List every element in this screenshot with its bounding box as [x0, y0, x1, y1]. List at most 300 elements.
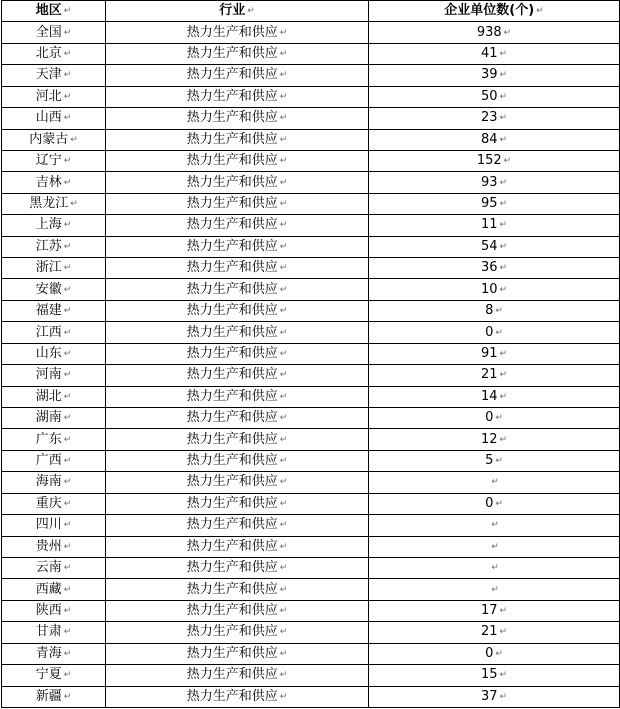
region-value: 黑龙江: [29, 196, 69, 211]
count-cell: [369, 193, 620, 214]
region-cell: [2, 557, 106, 578]
industry-cell: [106, 322, 369, 343]
industry-cell: [106, 343, 369, 364]
enterprise-count-table: [1, 0, 620, 708]
count-value: 84: [480, 131, 498, 147]
count-cell: [369, 22, 620, 43]
region-cell: [2, 343, 106, 364]
region-cell: [2, 22, 106, 43]
industry-cell: [106, 515, 369, 536]
industry-value: 热力生产和供应: [186, 388, 278, 404]
paragraph-mark-icon: ↵: [279, 348, 288, 359]
count-value: 50: [480, 88, 498, 104]
paragraph-mark-icon: ↵: [491, 477, 499, 488]
industry-value: 热力生产和供应: [186, 110, 278, 126]
paragraph-mark-icon: ↵: [279, 134, 288, 145]
paragraph-mark-icon: ↵: [499, 606, 508, 617]
count-cell: [369, 643, 620, 664]
region-value: 湖北: [35, 388, 62, 404]
industry-value: 热力生产和供应: [186, 603, 278, 619]
region-value: 内蒙古: [29, 131, 69, 147]
paragraph-mark-icon: ↵: [63, 370, 72, 381]
paragraph-mark-icon: ↵: [499, 434, 508, 445]
industry-value: 热力生产和供应: [186, 624, 278, 640]
count-cell: [369, 600, 620, 621]
paragraph-mark-icon: ↵: [499, 691, 508, 702]
region-value: 广东: [35, 431, 62, 447]
paragraph-mark-icon: ↵: [499, 263, 508, 274]
region-value: 四川: [35, 517, 62, 533]
paragraph-mark-icon: ↵: [63, 606, 72, 617]
count-value: 5: [485, 453, 494, 469]
paragraph-mark-icon: ↵: [279, 263, 288, 274]
industry-value: 热力生产和供应: [186, 153, 278, 169]
count-cell: [369, 579, 620, 600]
paragraph-mark-icon: ↵: [499, 199, 508, 209]
region-value: 安徽: [35, 281, 62, 297]
industry-cell: [106, 365, 369, 386]
paragraph-mark-icon: ↵: [499, 70, 508, 81]
paragraph-mark-icon: ↵: [279, 520, 288, 531]
industry-cell: [106, 150, 369, 171]
paragraph-mark-icon: ↵: [63, 498, 72, 509]
table-row: [2, 129, 620, 150]
table-row: [2, 258, 620, 279]
count-value: 95: [480, 196, 498, 211]
header-industry-label: 行业: [219, 3, 246, 19]
region-value: 上海: [35, 217, 62, 233]
paragraph-mark-icon: ↵: [279, 156, 288, 167]
table-row: [2, 622, 620, 643]
region-value: 浙江: [35, 260, 62, 276]
paragraph-mark-icon: ↵: [279, 284, 288, 295]
region-cell: [2, 643, 106, 664]
table-row: [2, 43, 620, 64]
industry-cell: [106, 236, 369, 257]
paragraph-mark-icon: ↵: [279, 327, 288, 338]
header-count: [369, 1, 620, 22]
industry-value: 热力生产和供应: [186, 324, 278, 340]
paragraph-mark-icon: ↵: [279, 563, 288, 574]
region-cell: [2, 258, 106, 279]
industry-cell: [106, 600, 369, 621]
region-value: 江苏: [35, 238, 62, 254]
industry-value: 热力生产和供应: [186, 431, 278, 447]
paragraph-mark-icon: ↵: [63, 284, 72, 295]
count-cell: [369, 43, 620, 64]
count-cell: [369, 386, 620, 407]
table-body: [2, 22, 620, 708]
industry-cell: [106, 43, 369, 64]
paragraph-mark-icon: ↵: [499, 177, 508, 188]
table-row: [2, 193, 620, 214]
header-region-label: 地区: [35, 3, 62, 19]
industry-value: 热力生产和供应: [186, 88, 278, 104]
table-row: [2, 472, 620, 493]
industry-value: 热力生产和供应: [186, 46, 278, 62]
paragraph-mark-icon: ↵: [63, 263, 72, 274]
industry-value: 热力生产和供应: [186, 174, 278, 190]
paragraph-mark-icon: ↵: [495, 413, 503, 424]
paragraph-mark-icon: ↵: [63, 648, 72, 659]
industry-value: 热力生产和供应: [186, 495, 278, 511]
table-row: [2, 86, 620, 107]
region-cell: [2, 236, 106, 257]
paragraph-mark-icon: ↵: [491, 563, 499, 574]
paragraph-mark-icon: ↵: [63, 670, 72, 681]
industry-value: 热力生产和供应: [186, 560, 278, 576]
industry-cell: [106, 408, 369, 429]
industry-cell: [106, 258, 369, 279]
count-cell: [369, 215, 620, 236]
region-cell: [2, 150, 106, 171]
paragraph-mark-icon: ↵: [279, 306, 288, 317]
industry-cell: [106, 300, 369, 321]
count-cell: [369, 686, 620, 707]
region-value: 海南: [35, 474, 62, 490]
region-value: 青海: [35, 645, 62, 661]
industry-value: 热力生产和供应: [186, 24, 278, 40]
paragraph-mark-icon: ↵: [63, 220, 72, 231]
region-value: 西藏: [35, 581, 62, 597]
table-row: [2, 236, 620, 257]
region-cell: [2, 536, 106, 557]
header-row: [2, 1, 620, 22]
count-value: 938: [476, 24, 502, 40]
region-cell: [2, 386, 106, 407]
count-value: 21: [480, 624, 498, 640]
count-value: 93: [480, 174, 498, 190]
count-value: 0: [485, 324, 494, 340]
region-cell: [2, 450, 106, 471]
industry-cell: [106, 579, 369, 600]
region-value: 吉林: [35, 174, 62, 190]
region-value: 重庆: [35, 495, 62, 511]
paragraph-mark-icon: ↵: [63, 6, 72, 17]
paragraph-mark-icon: ↵: [63, 156, 72, 167]
count-cell: [369, 408, 620, 429]
table-row: [2, 536, 620, 557]
region-value: 云南: [35, 560, 62, 576]
industry-cell: [106, 536, 369, 557]
region-cell: [2, 129, 106, 150]
table-row: [2, 343, 620, 364]
paragraph-mark-icon: ↵: [279, 391, 288, 402]
region-value: 湖南: [35, 410, 62, 426]
count-cell: [369, 536, 620, 557]
paragraph-mark-icon: ↵: [495, 648, 503, 659]
table-row: [2, 686, 620, 707]
count-value: 10: [480, 281, 498, 297]
industry-cell: [106, 108, 369, 129]
table-row: [2, 408, 620, 429]
paragraph-mark-icon: ↵: [63, 91, 72, 102]
industry-value: 热力生产和供应: [186, 303, 278, 319]
region-cell: [2, 365, 106, 386]
industry-cell: [106, 686, 369, 707]
count-value: 15: [480, 667, 498, 683]
count-cell: [369, 343, 620, 364]
paragraph-mark-icon: ↵: [279, 27, 288, 38]
region-value: 全国: [35, 24, 62, 40]
paragraph-mark-icon: ↵: [503, 27, 512, 38]
paragraph-mark-icon: ↵: [63, 541, 72, 552]
paragraph-mark-icon: ↵: [70, 134, 78, 145]
region-value: 宁夏: [35, 667, 62, 683]
count-value: 41: [480, 46, 498, 62]
industry-cell: [106, 22, 369, 43]
table-row: [2, 300, 620, 321]
industry-cell: [106, 643, 369, 664]
industry-value: 热力生产和供应: [186, 581, 278, 597]
count-value: 0: [485, 495, 494, 511]
region-value: 新疆: [35, 688, 62, 704]
count-cell: [369, 236, 620, 257]
table-row: [2, 22, 620, 43]
paragraph-mark-icon: ↵: [279, 434, 288, 445]
count-value: 54: [480, 238, 498, 254]
region-cell: [2, 579, 106, 600]
paragraph-mark-icon: ↵: [63, 413, 72, 424]
header-region: [2, 1, 106, 22]
paragraph-mark-icon: ↵: [63, 584, 72, 595]
paragraph-mark-icon: ↵: [63, 391, 72, 402]
region-cell: [2, 408, 106, 429]
paragraph-mark-icon: ↵: [247, 6, 255, 17]
count-value: 17: [480, 603, 498, 619]
paragraph-mark-icon: ↵: [279, 177, 288, 188]
count-cell: [369, 86, 620, 107]
paragraph-mark-icon: ↵: [63, 348, 72, 359]
paragraph-mark-icon: ↵: [499, 370, 508, 381]
paragraph-mark-icon: ↵: [279, 220, 288, 231]
count-value: 8: [485, 303, 494, 319]
count-value: 91: [480, 345, 498, 361]
paragraph-mark-icon: ↵: [279, 199, 288, 209]
table-row: [2, 665, 620, 686]
region-cell: [2, 86, 106, 107]
industry-value: 热力生产和供应: [186, 260, 278, 276]
count-cell: [369, 472, 620, 493]
paragraph-mark-icon: ↵: [279, 670, 288, 681]
region-cell: [2, 515, 106, 536]
industry-cell: [106, 215, 369, 236]
industry-cell: [106, 493, 369, 514]
region-value: 北京: [35, 46, 62, 62]
table-row: [2, 150, 620, 171]
count-cell: [369, 322, 620, 343]
paragraph-mark-icon: ↵: [279, 541, 288, 552]
paragraph-mark-icon: ↵: [279, 627, 288, 638]
count-cell: [369, 65, 620, 86]
region-value: 辽宁: [35, 153, 62, 169]
count-cell: [369, 665, 620, 686]
industry-value: 热力生产和供应: [186, 410, 278, 426]
count-cell: [369, 150, 620, 171]
industry-cell: [106, 450, 369, 471]
industry-cell: [106, 172, 369, 193]
table-row: [2, 279, 620, 300]
count-value: 14: [480, 388, 498, 404]
industry-value: 热力生产和供应: [186, 667, 278, 683]
region-value: 广西: [35, 453, 62, 469]
region-cell: [2, 300, 106, 321]
region-value: 河南: [35, 367, 62, 383]
industry-cell: [106, 557, 369, 578]
paragraph-mark-icon: ↵: [279, 606, 288, 617]
paragraph-mark-icon: ↵: [279, 49, 288, 60]
count-cell: [369, 493, 620, 514]
industry-cell: [106, 622, 369, 643]
paragraph-mark-icon: ↵: [495, 456, 503, 467]
paragraph-mark-icon: ↵: [63, 27, 72, 38]
region-value: 贵州: [35, 538, 62, 554]
table-row: [2, 322, 620, 343]
count-cell: [369, 622, 620, 643]
region-value: 河北: [35, 88, 62, 104]
paragraph-mark-icon: ↵: [63, 49, 72, 60]
paragraph-mark-icon: ↵: [503, 156, 512, 167]
paragraph-mark-icon: ↵: [70, 199, 78, 209]
count-value: 0: [485, 410, 494, 426]
industry-value: 热力生产和供应: [186, 517, 278, 533]
paragraph-mark-icon: ↵: [499, 49, 508, 60]
paragraph-mark-icon: ↵: [491, 520, 499, 531]
paragraph-mark-icon: ↵: [63, 327, 72, 338]
region-cell: [2, 322, 106, 343]
count-value: 36: [480, 260, 498, 276]
paragraph-mark-icon: ↵: [63, 627, 72, 638]
paragraph-mark-icon: ↵: [279, 648, 288, 659]
table-row: [2, 386, 620, 407]
industry-value: 热力生产和供应: [186, 345, 278, 361]
table-row: [2, 429, 620, 450]
region-value: 福建: [35, 303, 62, 319]
paragraph-mark-icon: ↵: [499, 391, 508, 402]
paragraph-mark-icon: ↵: [279, 413, 288, 424]
paragraph-mark-icon: ↵: [279, 370, 288, 381]
paragraph-mark-icon: ↵: [499, 348, 508, 359]
paragraph-mark-icon: ↵: [491, 541, 499, 552]
paragraph-mark-icon: ↵: [63, 70, 72, 81]
count-cell: [369, 300, 620, 321]
count-value: 152: [476, 153, 502, 169]
count-value: 11: [480, 217, 498, 233]
region-cell: [2, 108, 106, 129]
region-cell: [2, 472, 106, 493]
industry-value: 热力生产和供应: [186, 67, 278, 83]
paragraph-mark-icon: ↵: [279, 113, 288, 124]
region-cell: [2, 600, 106, 621]
paragraph-mark-icon: ↵: [499, 241, 508, 252]
table-row: [2, 600, 620, 621]
region-cell: [2, 622, 106, 643]
paragraph-mark-icon: ↵: [279, 91, 288, 102]
paragraph-mark-icon: ↵: [495, 327, 503, 338]
paragraph-mark-icon: ↵: [499, 627, 508, 638]
region-cell: [2, 172, 106, 193]
paragraph-mark-icon: ↵: [499, 113, 508, 124]
count-cell: [369, 172, 620, 193]
paragraph-mark-icon: ↵: [491, 584, 499, 595]
paragraph-mark-icon: ↵: [279, 70, 288, 81]
count-cell: [369, 258, 620, 279]
industry-cell: [106, 65, 369, 86]
table-row: [2, 579, 620, 600]
paragraph-mark-icon: ↵: [63, 306, 72, 317]
industry-value: 热力生产和供应: [186, 217, 278, 233]
count-value: 12: [480, 431, 498, 447]
industry-value: 热力生产和供应: [186, 367, 278, 383]
industry-cell: [106, 86, 369, 107]
industry-cell: [106, 193, 369, 214]
table-row: [2, 108, 620, 129]
industry-value: 热力生产和供应: [186, 238, 278, 254]
industry-cell: [106, 279, 369, 300]
count-value: 23: [480, 110, 498, 126]
count-cell: [369, 429, 620, 450]
paragraph-mark-icon: ↵: [279, 456, 288, 467]
region-value: 山东: [35, 345, 62, 361]
paragraph-mark-icon: ↵: [499, 670, 508, 681]
paragraph-mark-icon: ↵: [63, 113, 72, 124]
table-row: [2, 557, 620, 578]
count-value: 21: [480, 367, 498, 383]
region-cell: [2, 279, 106, 300]
region-cell: [2, 429, 106, 450]
paragraph-mark-icon: ↵: [63, 477, 72, 488]
region-value: 陕西: [35, 603, 62, 619]
region-cell: [2, 686, 106, 707]
table-row: [2, 172, 620, 193]
paragraph-mark-icon: ↵: [536, 6, 544, 17]
count-cell: [369, 515, 620, 536]
region-cell: [2, 193, 106, 214]
count-cell: [369, 365, 620, 386]
paragraph-mark-icon: ↵: [279, 477, 288, 488]
region-value: 山西: [35, 110, 62, 126]
industry-cell: [106, 472, 369, 493]
count-cell: [369, 557, 620, 578]
count-value: 39: [480, 67, 498, 83]
industry-value: 热力生产和供应: [186, 131, 278, 147]
industry-cell: [106, 665, 369, 686]
paragraph-mark-icon: ↵: [499, 91, 508, 102]
header-industry: [106, 1, 369, 22]
industry-cell: [106, 386, 369, 407]
paragraph-mark-icon: ↵: [499, 134, 508, 145]
region-value: 天津: [35, 67, 62, 83]
table-row: [2, 450, 620, 471]
header-count-label: 企业单位数(个): [444, 3, 535, 19]
paragraph-mark-icon: ↵: [279, 498, 288, 509]
region-cell: [2, 215, 106, 236]
table-row: [2, 515, 620, 536]
count-value: 37: [480, 688, 498, 704]
industry-value: 热力生产和供应: [186, 645, 278, 661]
industry-value: 热力生产和供应: [186, 688, 278, 704]
paragraph-mark-icon: ↵: [499, 284, 508, 295]
table-row: [2, 365, 620, 386]
paragraph-mark-icon: ↵: [63, 456, 72, 467]
table-row: [2, 215, 620, 236]
industry-cell: [106, 129, 369, 150]
region-cell: [2, 493, 106, 514]
table-row: [2, 65, 620, 86]
industry-value: 热力生产和供应: [186, 281, 278, 297]
paragraph-mark-icon: ↵: [63, 177, 72, 188]
paragraph-mark-icon: ↵: [63, 520, 72, 531]
